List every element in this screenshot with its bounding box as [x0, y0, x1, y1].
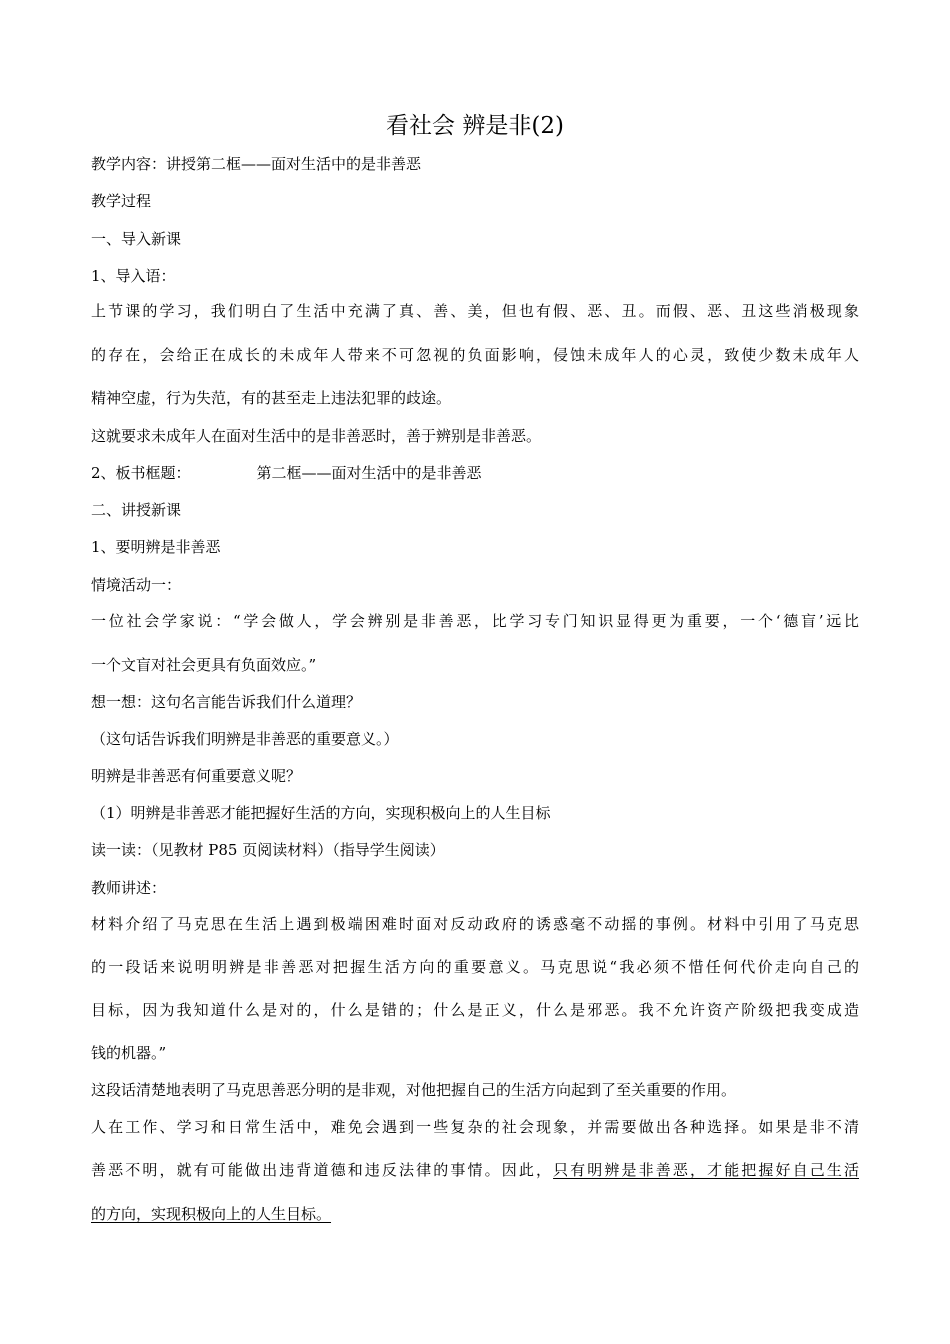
quote-paragraph-line: 一位社会学家说：“学会做人，学会辨别是非善恶，比学习专门知识显得更为重要，一个‘德盲’远比	[91, 612, 859, 630]
intro-paragraph-line: 的存在，会给正在成长的未成年人带来不可忽视的负面影响，侵蚀未成年人的心灵，致使少数未成年人	[91, 346, 859, 364]
think-line: 想一想：这句名言能告诉我们什么道理？	[91, 693, 362, 711]
point-heading: 1、要明辨是非善恶	[91, 538, 221, 556]
marx-paragraph-line: 钱的机器。”	[91, 1044, 167, 1062]
key-conclusion-underlined: 的方向，实现积极向上的人生目标。	[91, 1205, 332, 1223]
intro-label: 1、导入语：	[91, 267, 176, 285]
quote-paragraph-line: 一个文盲对社会更具有负面效应。”	[91, 656, 317, 674]
marx-paragraph-line: 材料介绍了马克思在生活上遇到极端困难时面对反动政府的诱惑毫不动摇的事例。材料中引用了马克思	[91, 915, 859, 933]
answer-line: （这句话告诉我们明辨是非善恶的重要意义。）	[91, 730, 399, 748]
final-paragraph-line: 人在工作、学习和日常生活中，难免会遇到一些复杂的社会现象，并需要做出各种选择。如果是非不清	[91, 1118, 859, 1136]
section-heading-intro: 一、导入新课	[91, 230, 182, 248]
final-paragraph-line	[91, 1202, 331, 1226]
teaching-content-line: 教学内容：讲授第二框——面对生活中的是非善恶	[91, 155, 422, 173]
key-conclusion-underlined: 只有明辨是非善恶，才能把握好自己生活	[553, 1161, 859, 1179]
explain-line: 这段话清楚地表明了马克思善恶分明的是非观，对他把握自己的生活方向起到了至关重要的作用。	[91, 1081, 737, 1099]
board-title-label: 2、板书框题：	[91, 464, 191, 482]
marx-paragraph-line: 目标，因为我知道什么是对的，什么是错的；什么是正义，什么是邪恶。我不允许资产阶级把我变成造	[91, 1001, 859, 1019]
point-a-line: （1）明辨是非善恶才能把握好生活的方向，实现积极向上的人生目标	[91, 804, 551, 822]
requirement-line: 这就要求未成年人在面对生活中的是非善恶时，善于辨别是非善恶。	[91, 427, 542, 445]
board-title-line	[91, 461, 482, 485]
read-line: 读一读：（见教材 P85 页阅读材料）（指导学生阅读）	[91, 841, 445, 859]
board-title-text: 第二框——面对生活中的是非善恶	[256, 464, 482, 482]
scenario-label: 情境活动一：	[91, 576, 182, 594]
question-line: 明辨是非善恶有何重要意义呢？	[91, 767, 302, 785]
intro-paragraph-line: 精神空虚，行为失范，有的甚至走上违法犯罪的歧途。	[91, 389, 452, 407]
document-title: 看社会 辨是非(2)	[386, 113, 564, 139]
teacher-label: 教师讲述：	[91, 879, 167, 897]
section-heading-new-lesson: 二、讲授新课	[91, 501, 182, 519]
intro-paragraph-line: 上节课的学习，我们明白了生活中充满了真、善、美，但也有假、恶、丑。而假、恶、丑这些消极现象	[91, 302, 859, 320]
final-paragraph-line	[91, 1158, 859, 1182]
marx-paragraph-line: 的一段话来说明明辨是非善恶对把握生活方向的重要意义。马克思说“我必须不惜任何代价走向自己的	[91, 958, 859, 976]
final-plain-text: 善恶不明，就有可能做出违背道德和违反法律的事情。因此，	[91, 1161, 554, 1179]
teaching-process-heading: 教学过程	[91, 192, 152, 210]
